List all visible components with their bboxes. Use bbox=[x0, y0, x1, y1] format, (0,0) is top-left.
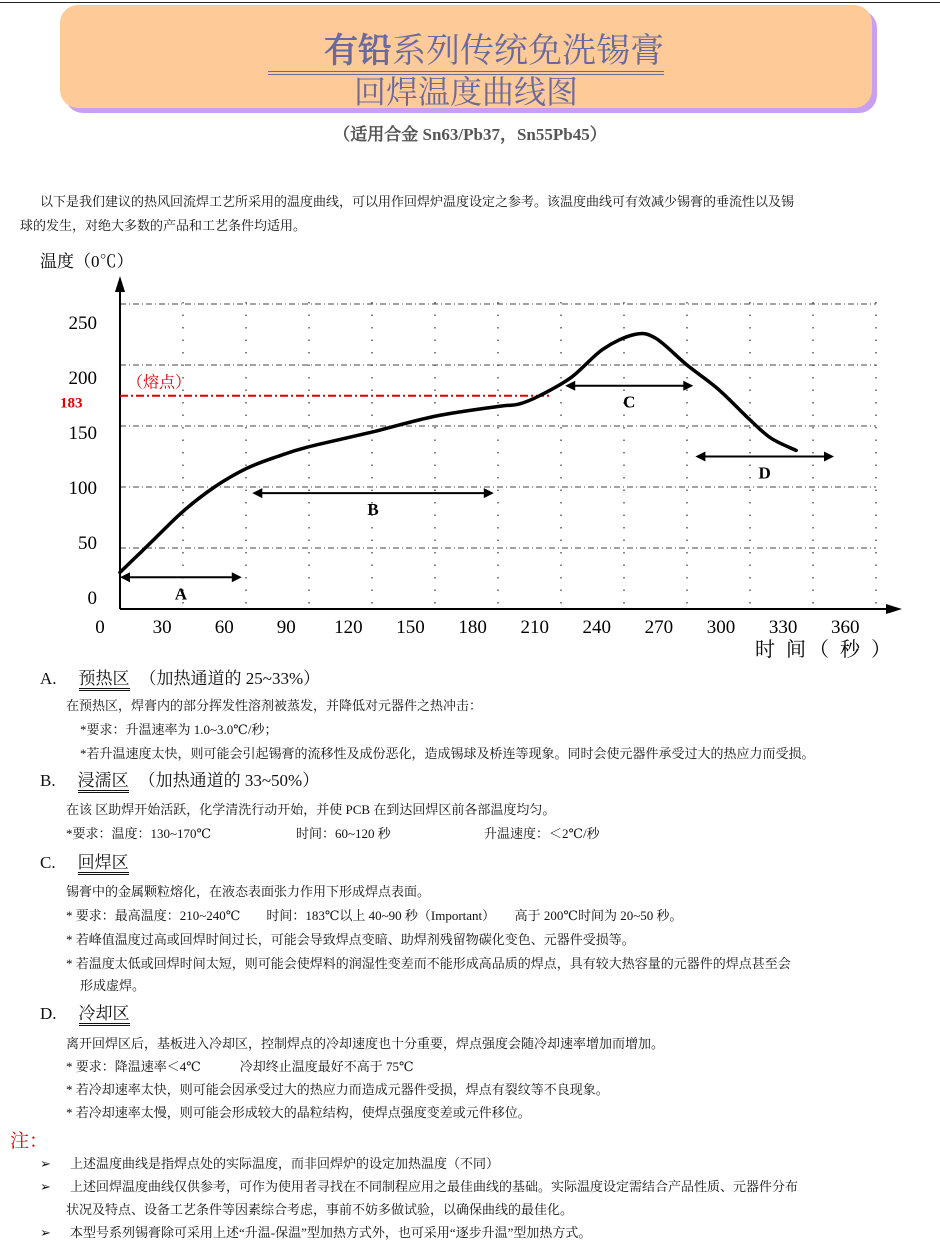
alloy-note: （适用合金 Sn63/Pb37，Sn55Pb45） bbox=[333, 125, 607, 144]
zone-label: B bbox=[367, 500, 379, 520]
x-axis-label: 时 间（ 秒 ） bbox=[755, 639, 894, 661]
section-line: * 要求：最高温度：210~240℃ 时间：183℃以上 40~90 秒（Important） 高于 200℃时间为 20~50 秒。 bbox=[66, 908, 683, 923]
x-tick-label: 240 bbox=[582, 617, 612, 638]
note-item: 状况及特点、设备工艺条件等因素综合考虑，事前不妨多做试验，以确保曲线的最佳化。 bbox=[66, 1202, 574, 1217]
notes-title: 注： bbox=[10, 1131, 49, 1152]
x-tick-label: 300 bbox=[706, 617, 736, 638]
x-tick-label: 60 bbox=[214, 617, 234, 638]
note-item: 本型号系列锡膏除可采用上述“升温-保温”型加热方式外，也可采用“逐步升温”型加热方式。 bbox=[70, 1225, 592, 1240]
note-bullet-icon: ➢ bbox=[40, 1225, 51, 1240]
top-rule bbox=[0, 2, 940, 3]
y-tick-label: 250 bbox=[68, 313, 97, 334]
section-line: 在预热区，焊膏内的部分挥发性溶剂被蒸发，并降低对元器件之热冲击： bbox=[66, 698, 483, 713]
section-line: * 若温度太低或回焊时间太短，则可能会使焊料的润湿性变差而不能形成高品质的焊点，具有较大热容量的元器件的焊点甚至会 bbox=[66, 956, 791, 971]
zone-label: A bbox=[174, 584, 188, 604]
section-line: *若升温速度太快，则可能会引起锡膏的流移性及成份恶化，造成锡球及桥连等现象。同时会使元器件承受过大的热应力而受损。 bbox=[80, 746, 815, 761]
y-tick-label: 0 bbox=[87, 588, 97, 609]
section-line: * 若冷却速率太慢，则可能会形成较大的晶粒结构，使焊点强度变差或元件移位。 bbox=[66, 1105, 531, 1120]
x-tick-label: 30 bbox=[152, 617, 172, 638]
intro-line-2: 球的发生，对绝大多数的产品和工艺条件均适用。 bbox=[20, 218, 307, 233]
section-letter: A. bbox=[40, 669, 57, 688]
x-tick-label: 90 bbox=[276, 617, 296, 638]
melting-point-value: 183 bbox=[60, 395, 83, 412]
intro-line-1: 以下是我们建议的热风回流焊工艺所采用的温度曲线，可以用作回焊炉温度设定之参考。该温度曲线可有效减少锡膏的垂流性以及锡 bbox=[40, 194, 795, 209]
title bbox=[60, 23, 872, 72]
section-note: （加热通道的 33~50%） bbox=[138, 771, 320, 790]
section-c-header bbox=[40, 848, 129, 873]
section-name: 浸濡区 bbox=[78, 771, 129, 793]
melting-point-label: （熔点） bbox=[127, 374, 192, 392]
section-d-header bbox=[40, 999, 130, 1024]
zone-label: D bbox=[758, 463, 771, 483]
note-bullet-icon: ➢ bbox=[40, 1179, 51, 1194]
section-a-header bbox=[40, 664, 320, 689]
x-tick-label: 150 bbox=[396, 617, 425, 638]
section-name: 回焊区 bbox=[78, 853, 129, 875]
section-note: （加热通道的 25~33%） bbox=[139, 669, 321, 688]
section-line: 锡膏中的金属颗粒熔化，在液态表面张力作用下形成焊点表面。 bbox=[66, 884, 431, 899]
section-line: * 要求：降温速率＜4℃ 冷却终止温度最好不高于 75℃ bbox=[66, 1059, 414, 1074]
y-tick-label: 150 bbox=[68, 423, 97, 444]
x-tick-label: 120 bbox=[334, 617, 363, 638]
temperature-curve bbox=[120, 334, 796, 573]
section-line: * 若冷却速率太快，则可能会因承受过大的热应力而造成元器件受损，焊点有裂纹等不良现象。 bbox=[66, 1082, 609, 1097]
section-letter: D. bbox=[40, 1004, 57, 1023]
section-letter: C. bbox=[40, 853, 56, 872]
section-line: 离开回焊区后，基板进入冷却区，控制焊点的冷却速度也十分重要，焊点强度会随冷却速率增加而增加。 bbox=[66, 1036, 665, 1051]
reflow-chart bbox=[0, 240, 940, 670]
section-line: 在该 区助焊开始活跃，化学清洗行动开始，并使 PCB 在到达回焊区前各部温度均匀。 bbox=[66, 802, 556, 817]
section-line: *要求：温度：130~170℃ bbox=[66, 826, 212, 841]
x-tick-label: 210 bbox=[520, 617, 549, 638]
y-tick-label: 200 bbox=[68, 368, 97, 389]
section-line: 升温速度：＜2℃/秒 bbox=[484, 826, 600, 841]
x-tick-label: 270 bbox=[644, 617, 674, 638]
y-tick-label: 100 bbox=[68, 478, 97, 499]
note-item: 上述回焊温度曲线仅供参考，可作为使用者寻找在不同制程应用之最佳曲线的基础。实际温度设定需结合产品性质、元器件分布 bbox=[70, 1179, 799, 1194]
note-item: 上述温度曲线是指焊点处的实际温度，而非回焊炉的设定加热温度（不同） bbox=[70, 1156, 500, 1171]
section-name: 冷却区 bbox=[79, 1004, 130, 1026]
section-b-header bbox=[40, 766, 319, 791]
x-tick-label: 360 bbox=[830, 617, 860, 638]
section-line: * 若峰值温度过高或回焊时间过长，可能会导致焊点变暗、助焊剂残留物碳化变色、元器件受损等。 bbox=[66, 932, 635, 947]
y-tick-label: 50 bbox=[78, 533, 97, 554]
subtitle: 回焊温度曲线图 bbox=[353, 73, 578, 111]
zone-label: C bbox=[623, 392, 636, 412]
x-tick-label: 330 bbox=[768, 617, 798, 638]
section-line: 形成虚焊。 bbox=[80, 978, 146, 993]
x-axis-arrow-icon bbox=[886, 604, 902, 614]
section-name: 预热区 bbox=[79, 669, 130, 691]
title-banner bbox=[60, 5, 872, 111]
y-axis-arrow-icon bbox=[115, 276, 125, 292]
y-axis-label: 温度（0℃） bbox=[40, 252, 134, 271]
x-tick-label: 180 bbox=[458, 617, 487, 638]
section-line: 时间：60~120 秒 bbox=[296, 826, 391, 841]
x-tick-label: 0 bbox=[95, 617, 105, 638]
section-line: *要求：升温速率为 1.0~3.0℃/秒； bbox=[80, 722, 278, 737]
title-bold: 有铅 bbox=[324, 31, 392, 71]
title-rest: 系列传统免洗锡膏 bbox=[392, 31, 664, 71]
note-bullet-icon: ➢ bbox=[40, 1156, 51, 1171]
section-letter: B. bbox=[40, 771, 56, 790]
